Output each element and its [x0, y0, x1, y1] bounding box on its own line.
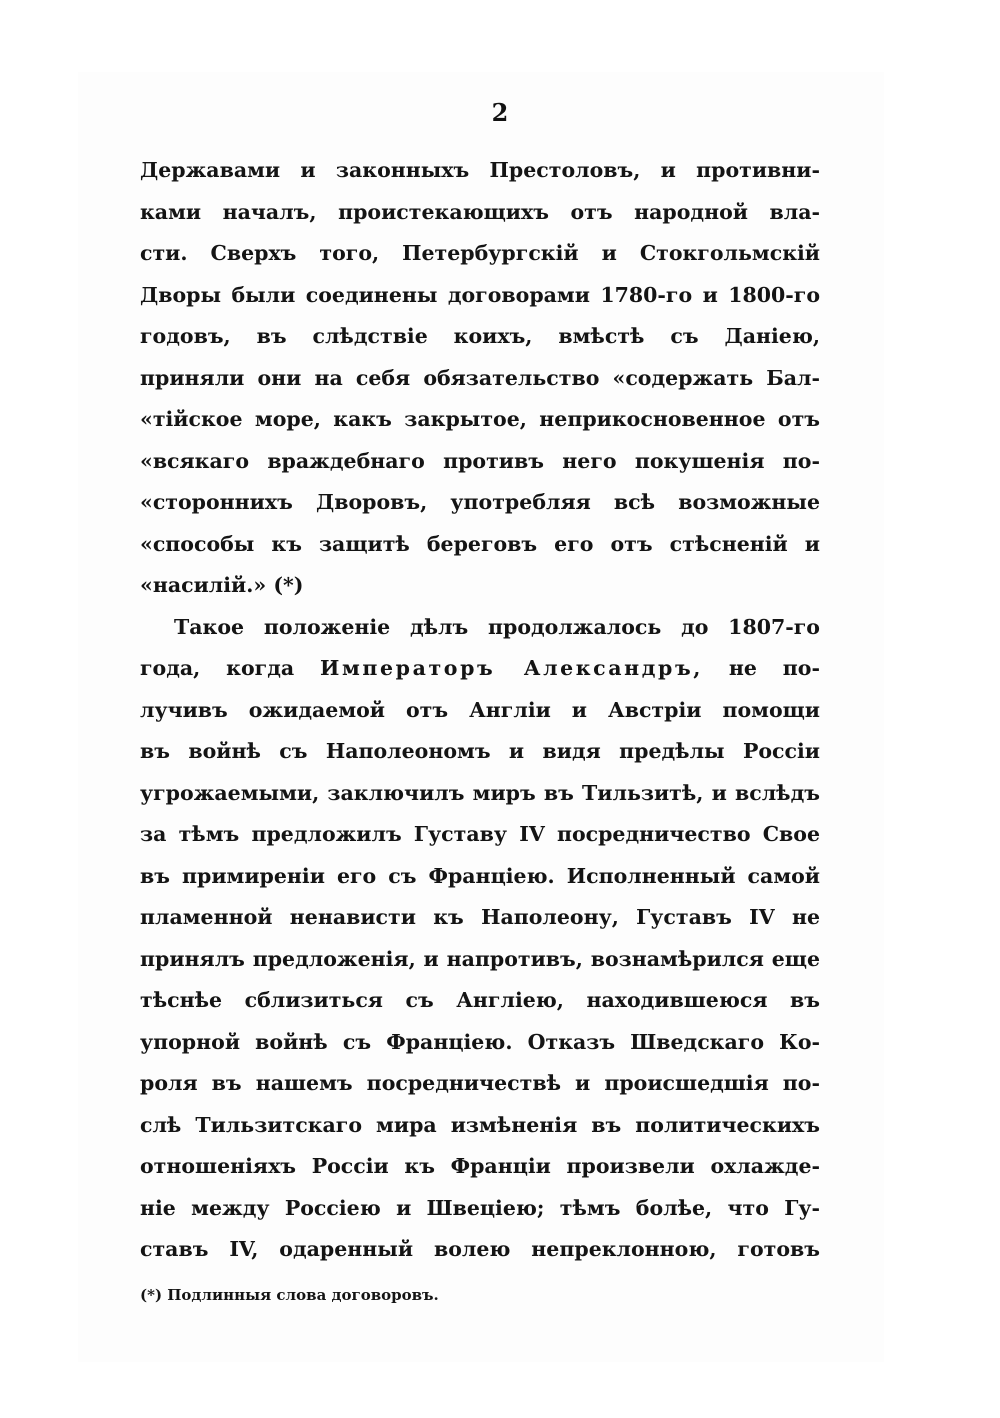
- text-line: угрожаемыми, заключилъ миръ въ Тильзитѣ, и вслѣдъ: [140, 780, 820, 805]
- text-line: Такое положеніе дѣлъ продолжалось до 1807-го: [174, 614, 820, 639]
- text-line: ками началъ, проистекающихъ отъ народной вла-: [140, 199, 820, 224]
- text-line: ставъ IV, одаренный волею непреклонною, готовъ: [140, 1237, 820, 1261]
- body-text: [140, 150, 820, 1271]
- text-line: роля въ нашемъ посредничествѣ и происшедшія по-: [140, 1071, 820, 1095]
- text-line: «тійское море, какъ закрытое, неприкосновенное отъ: [140, 407, 820, 431]
- text-line: «насилій.» (*): [140, 573, 304, 597]
- paragraph-1: [140, 150, 820, 607]
- text-line: въ примиреніи его съ Франціею. Исполненный самой: [140, 863, 820, 888]
- text-line: за тѣмъ предложилъ Густаву IV посредничество Свое: [140, 822, 820, 846]
- text-line: пламенной ненависти къ Наполеону, Густавъ IV не: [140, 905, 820, 929]
- text-line: въ войнѣ съ Наполеономъ и видя предѣлы Россіи: [140, 739, 820, 763]
- text-fragment: года, когда: [140, 656, 321, 680]
- text-line: отношеніяхъ Россіи къ Франціи произвели охлажде-: [140, 1154, 820, 1178]
- text-line: «стороннихъ Дворовъ, употребляя всѣ возможные: [140, 490, 820, 514]
- text-fragment: не по-: [703, 656, 820, 680]
- text-line: «всякаго враждебнаго противъ него покушенія по-: [140, 448, 820, 473]
- text-line: слѣ Тильзитскаго мира измѣненія въ политическихъ: [140, 1112, 820, 1137]
- text-line: Дворы были соединены договорами 1780-го и 1800-го: [140, 282, 820, 307]
- emperor-name: Императоръ Александръ,: [320, 656, 704, 680]
- text-line: годовъ, въ слѣдствіе коихъ, вмѣстѣ съ Даніею,: [140, 324, 820, 348]
- footnote: (*) Подлинныя слова договоровъ.: [140, 1286, 439, 1304]
- text-line: Державами и законныхъ Престоловъ, и противни-: [140, 158, 820, 182]
- text-line: [140, 648, 820, 690]
- text-line: упорной войнѣ съ Франціею. Отказъ Шведскаго Ко-: [140, 1029, 820, 1054]
- page-number: 2: [491, 98, 509, 127]
- text-line: тѣснѣе сблизиться съ Англіею, находившеюся въ: [140, 988, 820, 1012]
- text-line: ніе между Россіею и Швеціею; тѣмъ болѣе, что Гу-: [140, 1195, 820, 1220]
- paragraph-2: [140, 607, 820, 1271]
- text-line: лучивъ ожидаемой отъ Англіи и Австріи помощи: [140, 697, 820, 722]
- text-line: приняли они на себя обязательство «содержать Бал-: [140, 365, 820, 390]
- text-line: сти. Сверхъ того, Петербургскій и Стокгольмскій: [140, 241, 820, 265]
- text-line: принялъ предложенія, и напротивъ, вознамѣрился еще: [140, 946, 820, 971]
- text-line: «способы къ защитѣ береговъ его отъ стѣсненій и: [140, 531, 820, 556]
